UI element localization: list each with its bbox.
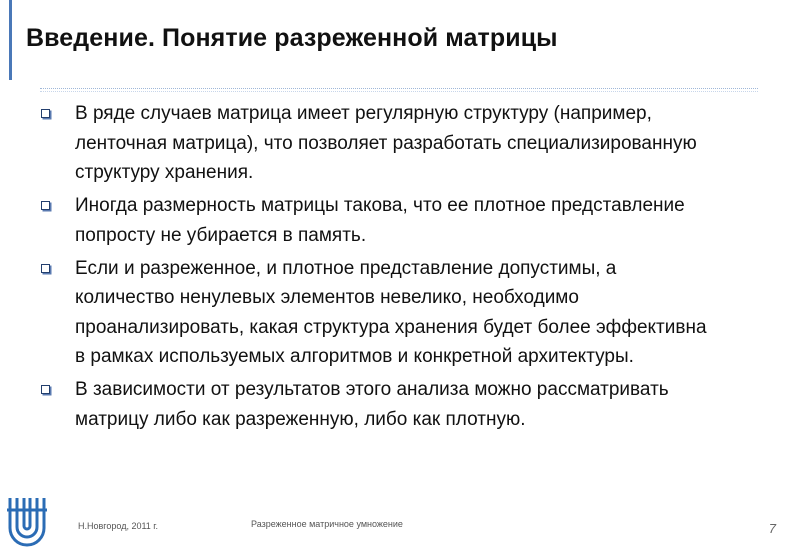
title-divider <box>40 88 758 89</box>
footer-location-date: Н.Новгород, 2011 г. <box>78 521 158 531</box>
bullet-item <box>40 375 720 434</box>
bullet-item <box>40 99 720 188</box>
footer-topic: Разреженное матричное умножение <box>251 519 403 529</box>
square-bullet-icon <box>41 385 50 394</box>
square-bullet-icon <box>41 109 50 118</box>
square-bullet-icon <box>41 264 50 273</box>
title-divider-secondary <box>40 91 758 92</box>
page-number: 7 <box>768 521 776 536</box>
bullet-text: В ряде случаев матрица имеет регулярную структуру (например, ленточная матрица), что позволяет разработать специализированную структуру хранения. <box>75 103 697 183</box>
bullet-text: Иногда размерность матрицы такова, что ее плотное представление попросту не убирается в память. <box>75 195 685 246</box>
slide-title: Введение. Понятие разреженной матрицы <box>26 24 558 52</box>
bullet-item <box>40 191 720 250</box>
square-bullet-icon <box>41 201 50 210</box>
bullet-list <box>40 99 720 438</box>
bullet-text: Если и разреженное, и плотное представление допустимы, а количество ненулевых элементов невелико, необходимо проанализировать, какая структура хранения будет более эффективна в рамках используемых алгоритмов и конкретной архитектуры. <box>75 257 707 367</box>
bullet-text: В зависимости от результатов этого анализа можно рассматривать матрицу либо как разреженную, либо как плотную. <box>75 379 669 430</box>
bullet-item <box>40 254 720 372</box>
university-logo-icon <box>3 490 51 548</box>
title-accent-bar <box>9 0 12 80</box>
